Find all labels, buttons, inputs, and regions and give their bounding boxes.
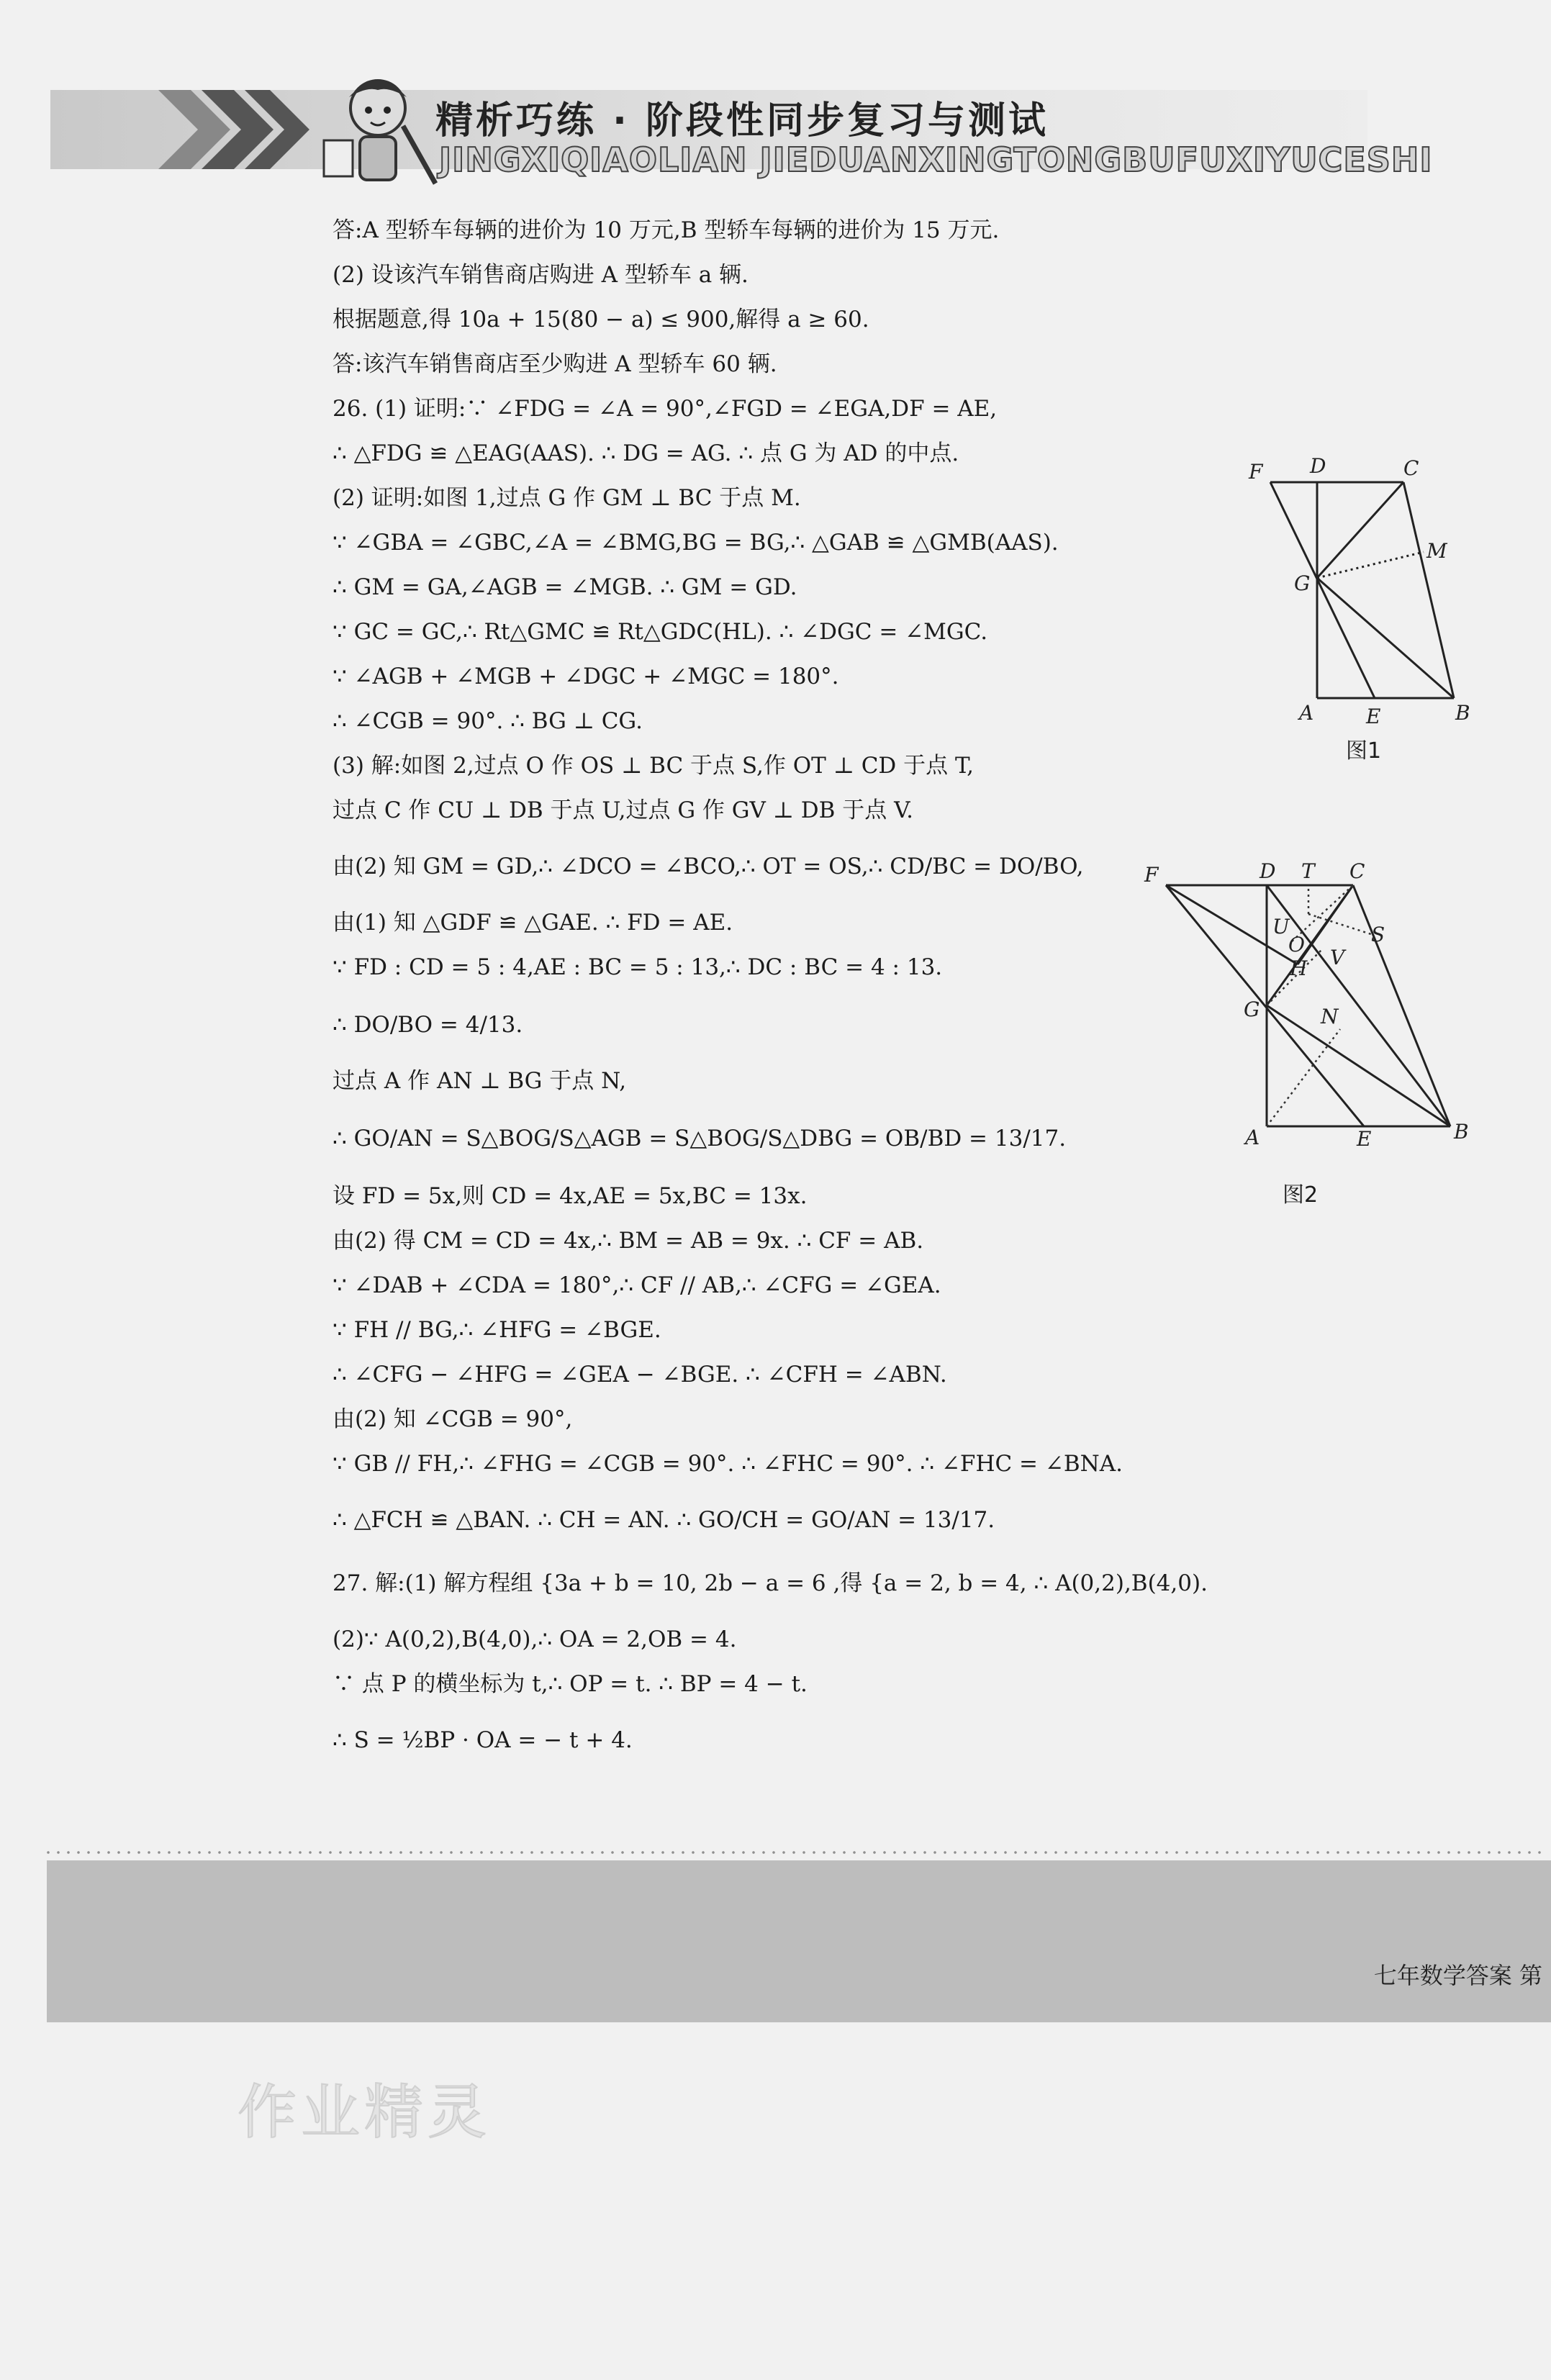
text-line: ∵ ∠GBA = ∠GBC,∠A = ∠BMG,BG = BG,∴ △GAB ≌ △GMB(AAS). <box>333 530 1059 556</box>
fig1-label-B: B <box>1455 701 1470 725</box>
text-line: 由(2) 知 ∠CGB = 90°, <box>333 1406 573 1432</box>
text-line: (2) 设该汽车销售商店购进 A 型轿车 a 辆. <box>333 262 749 288</box>
footer-page-label: 七年数学答案 第 <box>1373 1962 1542 1989</box>
text-line: 由(1) 知 △GDF ≌ △GAE. ∴ FD = AE. <box>333 910 733 936</box>
footer-band <box>47 1860 1551 2022</box>
text-line: (2)∵ A(0,2),B(4,0),∴ OA = 2,OB = 4. <box>333 1626 737 1652</box>
figure-2-diagram <box>1137 856 1483 1159</box>
text-line: ∴ ∠CGB = 90°. ∴ BG ⊥ CG. <box>333 708 643 734</box>
header-pinyin: JINGXIQIAOLIAN JIEDUANXINGTONGBUFUXIYUCESHI <box>439 140 1433 179</box>
chevrons-icon <box>58 83 324 176</box>
text-line: ∴ DO/BO = 4/13. <box>333 1012 523 1038</box>
text-line: (2) 证明:如图 1,过点 G 作 GM ⊥ BC 于点 M. <box>333 485 801 511</box>
text-line: ∴ ∠CFG − ∠HFG = ∠GEA − ∠BGE. ∴ ∠CFH = ∠ABN. <box>333 1362 947 1388</box>
fig2-label-N: N <box>1321 1005 1339 1028</box>
fig1-label-G: G <box>1294 571 1311 595</box>
text-line: 27. 解:(1) 解方程组 {3a + b = 10, 2b − a = 6 ,得 {a = 2, b = 4, ∴ A(0,2),B(4,0). <box>333 1570 1208 1596</box>
text-line: ∵ FH // BG,∴ ∠HFG = ∠BGE. <box>333 1317 661 1343</box>
fig1-label-A: A <box>1299 701 1314 725</box>
figure-2-caption: 图2 <box>1283 1182 1319 1208</box>
fig2-label-D: D <box>1260 859 1276 883</box>
figure-1-diagram <box>1238 450 1483 738</box>
fig2-label-T: T <box>1301 859 1315 883</box>
fig2-label-U: U <box>1272 915 1290 938</box>
fig1-label-E: E <box>1366 705 1381 728</box>
text-line: ∴ GO/AN = S△BOG/S△AGB = S△BOG/S△DBG = OB/BD = 13/17. <box>333 1126 1067 1151</box>
text-line: ∵ ∠AGB + ∠MGB + ∠DGC + ∠MGC = 180°. <box>333 664 839 689</box>
fig1-label-M: M <box>1426 539 1447 563</box>
text-line: ∵ GC = GC,∴ Rt△GMC ≌ Rt△GDC(HL). ∴ ∠DGC = ∠MGC. <box>333 619 988 645</box>
fig2-label-V: V <box>1330 946 1345 969</box>
footer-dotted-rule <box>43 1848 1547 1858</box>
page-header <box>0 68 1551 191</box>
fig2-label-O: O <box>1288 933 1305 956</box>
fig1-label-D: D <box>1310 454 1326 478</box>
fig1-label-F: F <box>1249 460 1263 484</box>
text-line: 答:A 型轿车每辆的进价为 10 万元,B 型轿车每辆的进价为 15 万元. <box>333 217 1000 243</box>
text-line: ∴ S = ½BP · OA = − t + 4. <box>333 1727 633 1753</box>
text-line: 答:该汽车销售商店至少购进 A 型轿车 60 辆. <box>333 351 777 377</box>
fig2-label-A: A <box>1245 1126 1260 1149</box>
header-title: 精析巧练 · 阶段性同步复习与测试 <box>435 99 1049 142</box>
text-line: 由(2) 知 GM = GD,∴ ∠DCO = ∠BCO,∴ OT = OS,∴ CD/BC = DO/BO, <box>333 854 1084 879</box>
fig2-label-B: B <box>1454 1120 1469 1144</box>
fig2-label-G: G <box>1244 997 1260 1021</box>
text-line: ∵ 点 P 的横坐标为 t,∴ OP = t. ∴ BP = 4 − t. <box>333 1671 808 1697</box>
text-line: ∵ ∠DAB + ∠CDA = 180°,∴ CF // AB,∴ ∠CFG = ∠GEA. <box>333 1272 941 1298</box>
text-line: 设 FD = 5x,则 CD = 4x,AE = 5x,BC = 13x. <box>333 1183 808 1209</box>
answer-content <box>333 216 1208 1755</box>
text-line: (3) 解:如图 2,过点 O 作 OS ⊥ BC 于点 S,作 OT ⊥ CD 于点 T, <box>333 753 974 779</box>
fig2-label-F: F <box>1144 863 1159 887</box>
text-line: ∴ GM = GA,∠AGB = ∠MGB. ∴ GM = GD. <box>333 574 797 600</box>
fig2-label-S: S <box>1371 923 1385 946</box>
fig2-label-E: E <box>1357 1127 1372 1151</box>
fig2-label-C: C <box>1349 859 1365 883</box>
fig1-label-C: C <box>1403 456 1419 480</box>
text-line: 26. (1) 证明:∵ ∠FDG = ∠A = 90°,∠FGD = ∠EGA,DF = AE, <box>333 396 998 422</box>
watermark: 作业精灵 <box>238 2078 492 2147</box>
fig2-label-H: H <box>1290 956 1308 980</box>
text-line: ∵ FD : CD = 5 : 4,AE : BC = 5 : 13,∴ DC : BC = 4 : 13. <box>333 954 943 980</box>
text-line: ∵ GB // FH,∴ ∠FHG = ∠CGB = 90°. ∴ ∠FHC = 90°. ∴ ∠FHC = ∠BNA. <box>333 1451 1123 1477</box>
text-line: ∴ △FCH ≌ △BAN. ∴ CH = AN. ∴ GO/CH = GO/AN = 13/17. <box>333 1507 995 1533</box>
mascot-icon <box>309 68 453 198</box>
text-line: 过点 A 作 AN ⊥ BG 于点 N, <box>333 1068 627 1094</box>
text-line: 由(2) 得 CM = CD = 4x,∴ BM = AB = 9x. ∴ CF = AB. <box>333 1228 924 1254</box>
figure-1-caption: 图1 <box>1346 738 1382 764</box>
text-line: 过点 C 作 CU ⊥ DB 于点 U,过点 G 作 GV ⊥ DB 于点 V. <box>333 797 913 823</box>
text-line: 根据题意,得 10a + 15(80 − a) ≤ 900,解得 a ≥ 60. <box>333 307 869 332</box>
text-line: ∴ △FDG ≌ △EAG(AAS). ∴ DG = AG. ∴ 点 G 为 AD 的中点. <box>333 440 959 466</box>
